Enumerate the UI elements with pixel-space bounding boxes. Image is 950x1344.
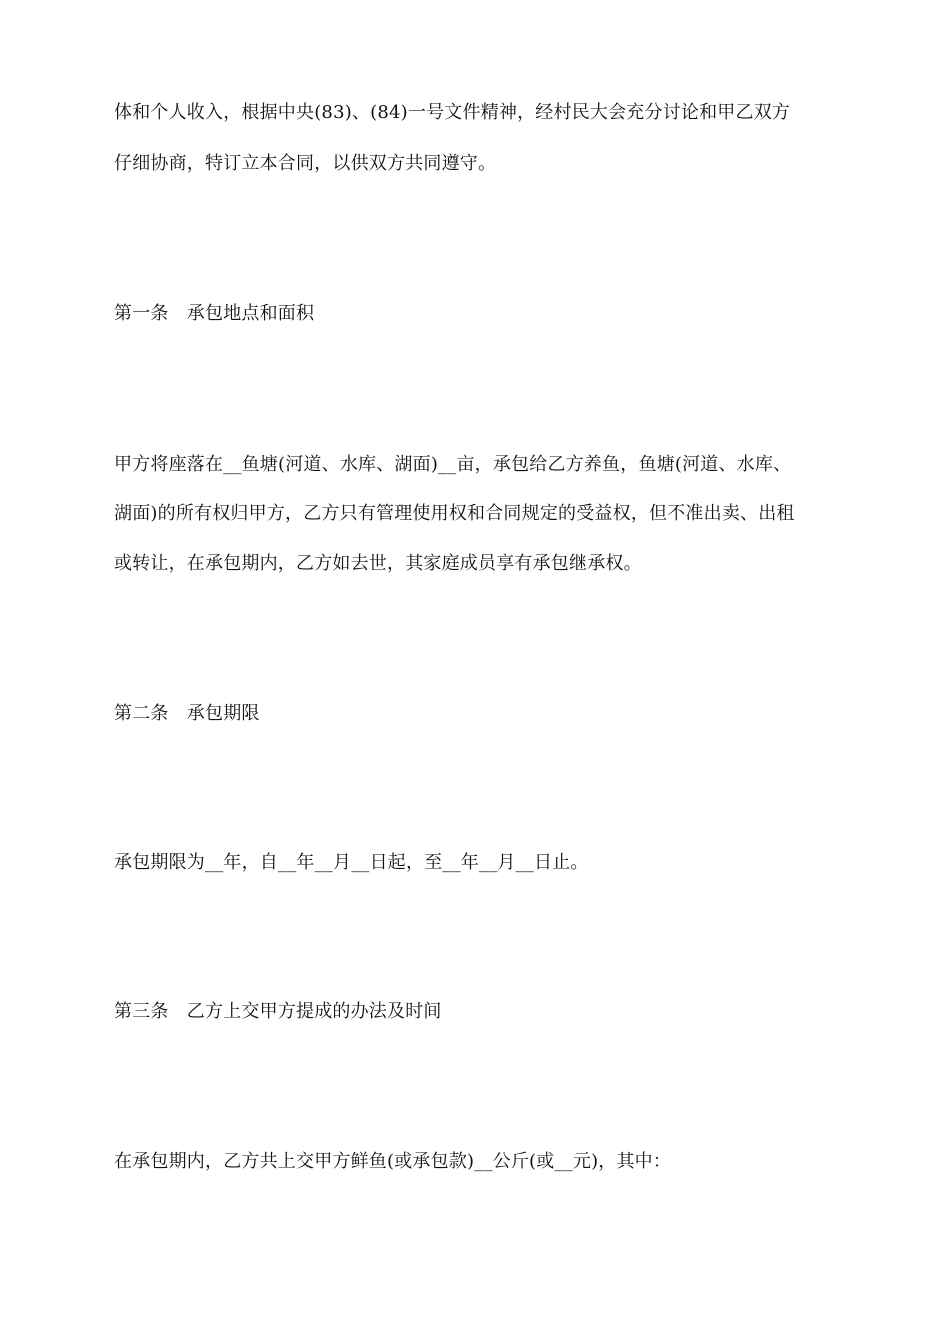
article-1-heading: 第一条 承包地点和面积 [114, 303, 315, 324]
intro-line-1: 体和个人收入，根据中央(83)、(84)一号文件精神，经村民大会充分讨论和甲乙双方 [114, 102, 791, 123]
article-1-line-1: 甲方将座落在__鱼塘(河道、水库、湖面)__亩，承包给乙方养鱼，鱼塘(河道、水库、 [114, 454, 792, 475]
intro-line-2: 仔细协商，特订立本合同，以供双方共同遵守。 [114, 153, 497, 174]
article-3-heading: 第三条 乙方上交甲方提成的办法及时间 [114, 1001, 442, 1022]
article-3-line-1: 在承包期内，乙方共上交甲方鲜鱼(或承包款)__公斤(或__元)，其中： [114, 1151, 672, 1172]
article-2-heading: 第二条 承包期限 [114, 703, 260, 724]
article-1-line-2: 湖面)的所有权归甲方，乙方只有管理使用权和合同规定的受益权，但不准出卖、出租 [114, 503, 795, 524]
article-1-line-3: 或转让，在承包期内，乙方如去世，其家庭成员享有承包继承权。 [114, 553, 642, 574]
article-2-line-1: 承包期限为__年，自__年__月__日起，至__年__月__日止。 [114, 852, 589, 873]
